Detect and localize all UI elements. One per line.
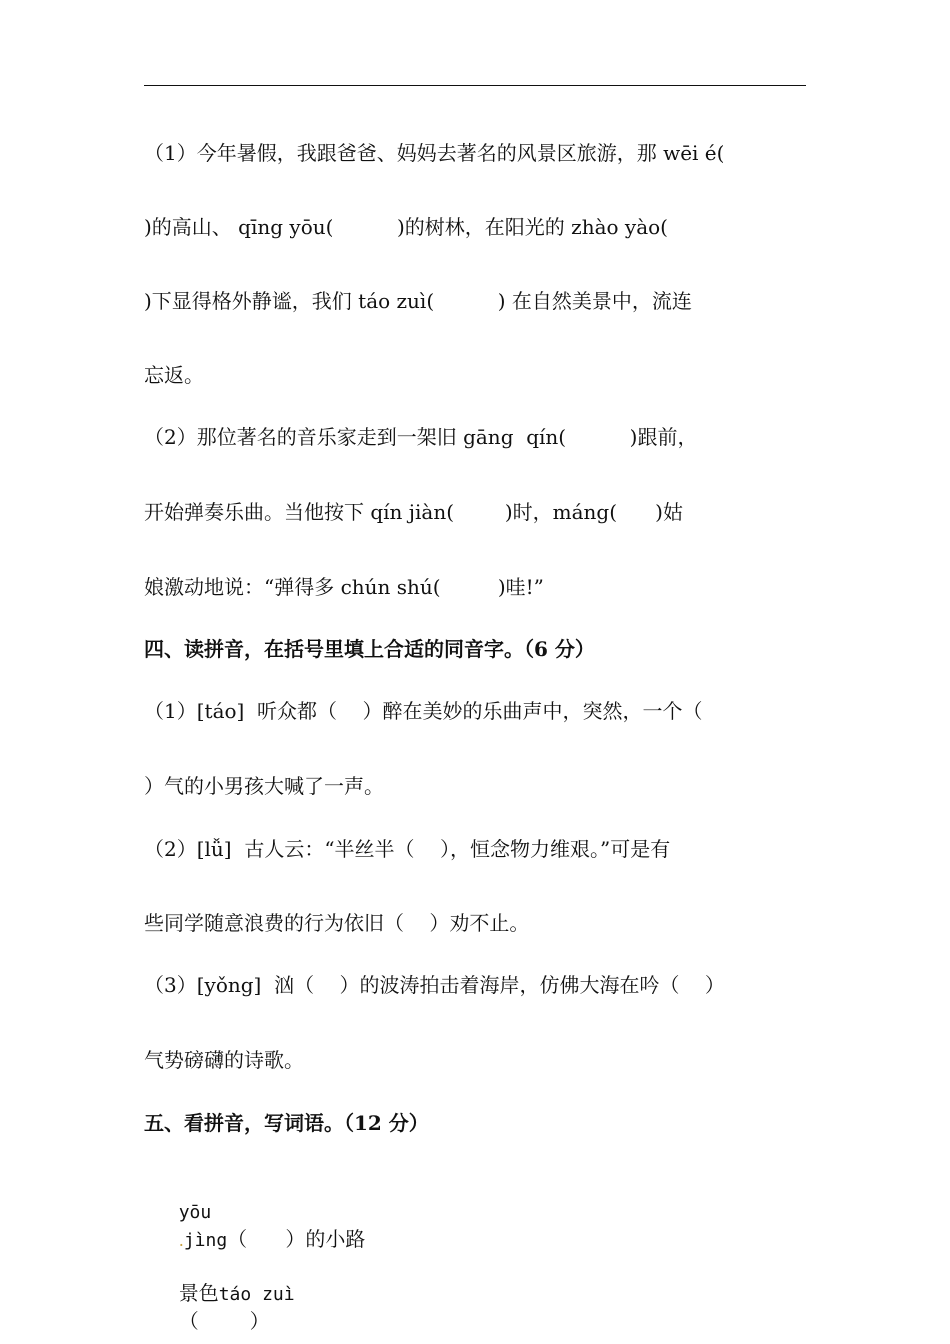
s4-q3-line1: （3）[yǒng] 汹（ ）的波涛拍击着海岸，仿佛大海在吟（ ） [144, 973, 725, 997]
s3-p1-line3: )下显得格外静谧，我们 táo zuì( ) 在自然美景中，流连 [144, 289, 692, 313]
s5-item1-pinyin-b: jìng [183, 1230, 228, 1251]
s4-q3-line2: 气势磅礴的诗歌。 [144, 1048, 304, 1072]
s4-q1-line2: ）气的小男孩大喊了一声。 [144, 774, 384, 798]
s3-p2-line3: 娘激动地说：“弹得多 chún shú( )哇!” [144, 575, 544, 599]
s5-item1-blank: （ ） [227, 1227, 306, 1251]
s3-p1-line4: 忘返。 [144, 363, 204, 387]
s5-item1-pinyin-a: yōu [178, 1202, 212, 1223]
s4-q1-line1: （1）[táo] 听众都（ ）醉在美妙的乐曲声中，突然，一个（ [144, 699, 703, 723]
header-rule [144, 85, 806, 86]
section4-title: 四、读拼音，在括号里填上合适的同音字。（6 分） [144, 637, 595, 661]
s3-p1-line2: )的高山、 qīng yōu( )的树林，在阳光的 zhào yào( [144, 215, 668, 239]
s4-q2-line1: （2）[lǚ] 古人云：“半丝半（ ），恒念物力维艰。”可是有 [144, 837, 671, 861]
s5-row1 [166, 1172, 806, 1334]
s3-p1-line1: （1）今年暑假，我跟爸爸、妈妈去著名的风景区旅游，那 wēi é( [144, 141, 725, 165]
s5-item2-pinyin: táo zuì [218, 1284, 295, 1305]
mark-dot-icon: . [178, 1231, 184, 1250]
s3-p2-line1: （2）那位著名的音乐家走到一架旧 gāng qín( )跟前， [144, 425, 698, 449]
s4-q2-line2: 些同学随意浪费的行为依旧（ ）劝不止。 [144, 911, 530, 935]
s3-p2-line2: 开始弹奏乐曲。当他按下 qín jiàn( )时，máng( )姑 [144, 500, 683, 524]
s5-item2-prefix: 景色 [178, 1281, 219, 1305]
s5-item1-suffix: 的小路 [305, 1227, 366, 1251]
section5-title: 五、看拼音，写词语。（12 分） [144, 1111, 429, 1135]
s5-item2-blank: （ ） [178, 1309, 270, 1333]
